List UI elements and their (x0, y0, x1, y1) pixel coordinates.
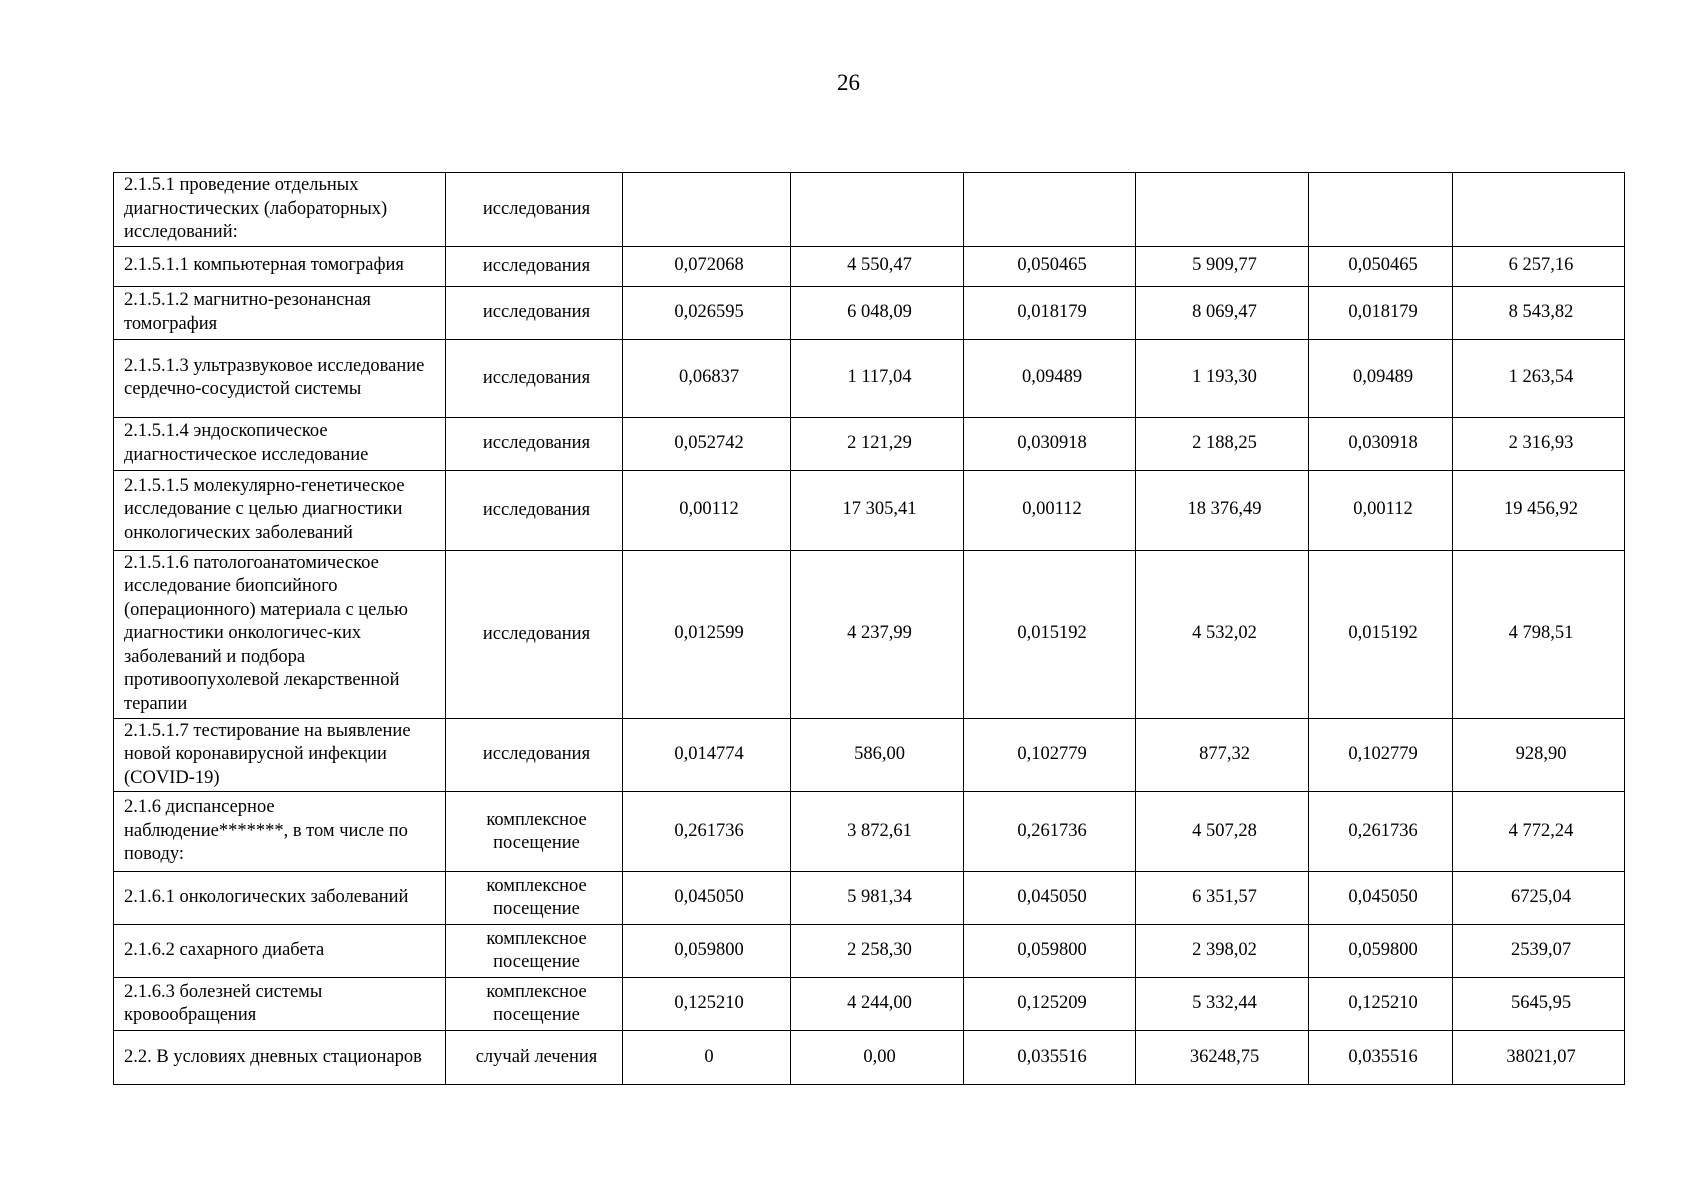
row-name: 2.2. В условиях дневных стационаров (114, 1031, 446, 1085)
table-row (114, 173, 1625, 247)
table-row (114, 417, 1625, 470)
row-value-3: 0,125209 (964, 978, 1136, 1031)
row-value-5 (1309, 173, 1453, 247)
row-value-6: 6725,04 (1453, 872, 1625, 925)
row-value-5: 0,09489 (1309, 339, 1453, 417)
row-value-2: 17 305,41 (791, 470, 964, 550)
row-value-1: 0,06837 (623, 339, 791, 417)
row-value-6: 4 772,24 (1453, 792, 1625, 872)
row-value-4 (1136, 173, 1309, 247)
norms-table (113, 172, 1625, 1085)
row-value-3: 0,018179 (964, 286, 1136, 339)
row-value-5: 0,00112 (1309, 470, 1453, 550)
table-row (114, 550, 1625, 718)
row-value-4: 6 351,57 (1136, 872, 1309, 925)
table-row (114, 792, 1625, 872)
row-value-6: 6 257,16 (1453, 246, 1625, 286)
row-unit: исследования (446, 246, 623, 286)
row-value-1: 0 (623, 1031, 791, 1085)
row-value-6: 8 543,82 (1453, 286, 1625, 339)
row-value-3: 0,035516 (964, 1031, 1136, 1085)
row-unit: исследования (446, 550, 623, 718)
row-value-1: 0,125210 (623, 978, 791, 1031)
row-value-5: 0,030918 (1309, 417, 1453, 470)
row-value-1: 0,014774 (623, 718, 791, 792)
row-name: 2.1.6.3 болезней системы кровообращения (114, 978, 446, 1031)
row-unit: исследования (446, 339, 623, 417)
row-value-1: 0,072068 (623, 246, 791, 286)
row-value-2: 4 244,00 (791, 978, 964, 1031)
row-value-3: 0,015192 (964, 550, 1136, 718)
row-value-3: 0,030918 (964, 417, 1136, 470)
row-value-1: 0,026595 (623, 286, 791, 339)
row-value-2: 1 117,04 (791, 339, 964, 417)
row-name: 2.1.5.1.6 патологоанатомическое исследование биопсийного (операционного) материала с целью диагностики онкологичес-ких заболеваний и подбора противоопухолевой лекарственной терапии (114, 550, 446, 718)
row-value-4: 18 376,49 (1136, 470, 1309, 550)
row-name: 2.1.6 диспансерное наблюдение*******, в том числе по поводу: (114, 792, 446, 872)
row-name: 2.1.5.1.5 молекулярно-генетическое исследование с целью диагностики онкологических заболеваний (114, 470, 446, 550)
row-value-6: 4 798,51 (1453, 550, 1625, 718)
row-value-6: 2 316,93 (1453, 417, 1625, 470)
row-unit: комплексное посещение (446, 978, 623, 1031)
row-value-3 (964, 173, 1136, 247)
row-value-2: 4 237,99 (791, 550, 964, 718)
row-value-3: 0,050465 (964, 246, 1136, 286)
row-value-5: 0,018179 (1309, 286, 1453, 339)
row-value-1: 0,012599 (623, 550, 791, 718)
row-unit: комплексное посещение (446, 925, 623, 978)
row-value-2: 2 258,30 (791, 925, 964, 978)
row-value-5: 0,035516 (1309, 1031, 1453, 1085)
row-value-6: 38021,07 (1453, 1031, 1625, 1085)
row-value-5: 0,045050 (1309, 872, 1453, 925)
row-value-2: 2 121,29 (791, 417, 964, 470)
row-name: 2.1.5.1.2 магнитно-резонансная томография (114, 286, 446, 339)
row-value-4: 8 069,47 (1136, 286, 1309, 339)
row-value-6: 1 263,54 (1453, 339, 1625, 417)
row-value-6: 5645,95 (1453, 978, 1625, 1031)
row-unit: исследования (446, 286, 623, 339)
row-value-2: 586,00 (791, 718, 964, 792)
row-value-3: 0,261736 (964, 792, 1136, 872)
row-value-6 (1453, 173, 1625, 247)
table-row (114, 718, 1625, 792)
row-value-4: 1 193,30 (1136, 339, 1309, 417)
row-value-1: 0,052742 (623, 417, 791, 470)
row-value-2: 6 048,09 (791, 286, 964, 339)
row-unit: комплексное посещение (446, 872, 623, 925)
row-name: 2.1.6.2 сахарного диабета (114, 925, 446, 978)
table-row (114, 1031, 1625, 1085)
row-value-1: 0,059800 (623, 925, 791, 978)
row-unit: исследования (446, 173, 623, 247)
row-value-2: 0,00 (791, 1031, 964, 1085)
row-value-3: 0,045050 (964, 872, 1136, 925)
row-value-2 (791, 173, 964, 247)
page-number: 26 (837, 70, 860, 95)
row-value-3: 0,00112 (964, 470, 1136, 550)
row-value-4: 4 507,28 (1136, 792, 1309, 872)
row-value-1 (623, 173, 791, 247)
row-value-2: 5 981,34 (791, 872, 964, 925)
row-value-2: 3 872,61 (791, 792, 964, 872)
table-row (114, 246, 1625, 286)
table-row (114, 470, 1625, 550)
row-name: 2.1.5.1.7 тестирование на выявление новой коронавирусной инфекции (COVID-19) (114, 718, 446, 792)
table-row (114, 872, 1625, 925)
table-row (114, 339, 1625, 417)
row-value-4: 2 398,02 (1136, 925, 1309, 978)
table-row (114, 978, 1625, 1031)
table-row (114, 286, 1625, 339)
row-name: 2.1.5.1.3 ультразвуковое исследование сердечно-сосудистой системы (114, 339, 446, 417)
row-name: 2.1.5.1.4 эндоскопическое диагностическое исследование (114, 417, 446, 470)
row-value-5: 0,125210 (1309, 978, 1453, 1031)
row-value-1: 0,00112 (623, 470, 791, 550)
row-unit: комплексное посещение (446, 792, 623, 872)
row-value-4: 36248,75 (1136, 1031, 1309, 1085)
row-value-3: 0,102779 (964, 718, 1136, 792)
row-value-4: 2 188,25 (1136, 417, 1309, 470)
row-unit: исследования (446, 417, 623, 470)
row-value-5: 0,050465 (1309, 246, 1453, 286)
row-value-5: 0,059800 (1309, 925, 1453, 978)
row-value-5: 0,015192 (1309, 550, 1453, 718)
row-value-6: 2539,07 (1453, 925, 1625, 978)
table-row (114, 925, 1625, 978)
row-value-4: 877,32 (1136, 718, 1309, 792)
row-name: 2.1.5.1.1 компьютерная томография (114, 246, 446, 286)
row-value-1: 0,045050 (623, 872, 791, 925)
row-value-3: 0,09489 (964, 339, 1136, 417)
row-name: 2.1.6.1 онкологических заболеваний (114, 872, 446, 925)
row-value-5: 0,102779 (1309, 718, 1453, 792)
row-value-5: 0,261736 (1309, 792, 1453, 872)
row-name: 2.1.5.1 проведение отдельных диагностических (лабораторных) исследований: (114, 173, 446, 247)
row-value-6: 928,90 (1453, 718, 1625, 792)
row-unit: исследования (446, 470, 623, 550)
row-unit: случай лечения (446, 1031, 623, 1085)
row-value-3: 0,059800 (964, 925, 1136, 978)
row-value-2: 4 550,47 (791, 246, 964, 286)
row-value-4: 5 332,44 (1136, 978, 1309, 1031)
row-value-6: 19 456,92 (1453, 470, 1625, 550)
row-unit: исследования (446, 718, 623, 792)
row-value-1: 0,261736 (623, 792, 791, 872)
row-value-4: 4 532,02 (1136, 550, 1309, 718)
row-value-4: 5 909,77 (1136, 246, 1309, 286)
